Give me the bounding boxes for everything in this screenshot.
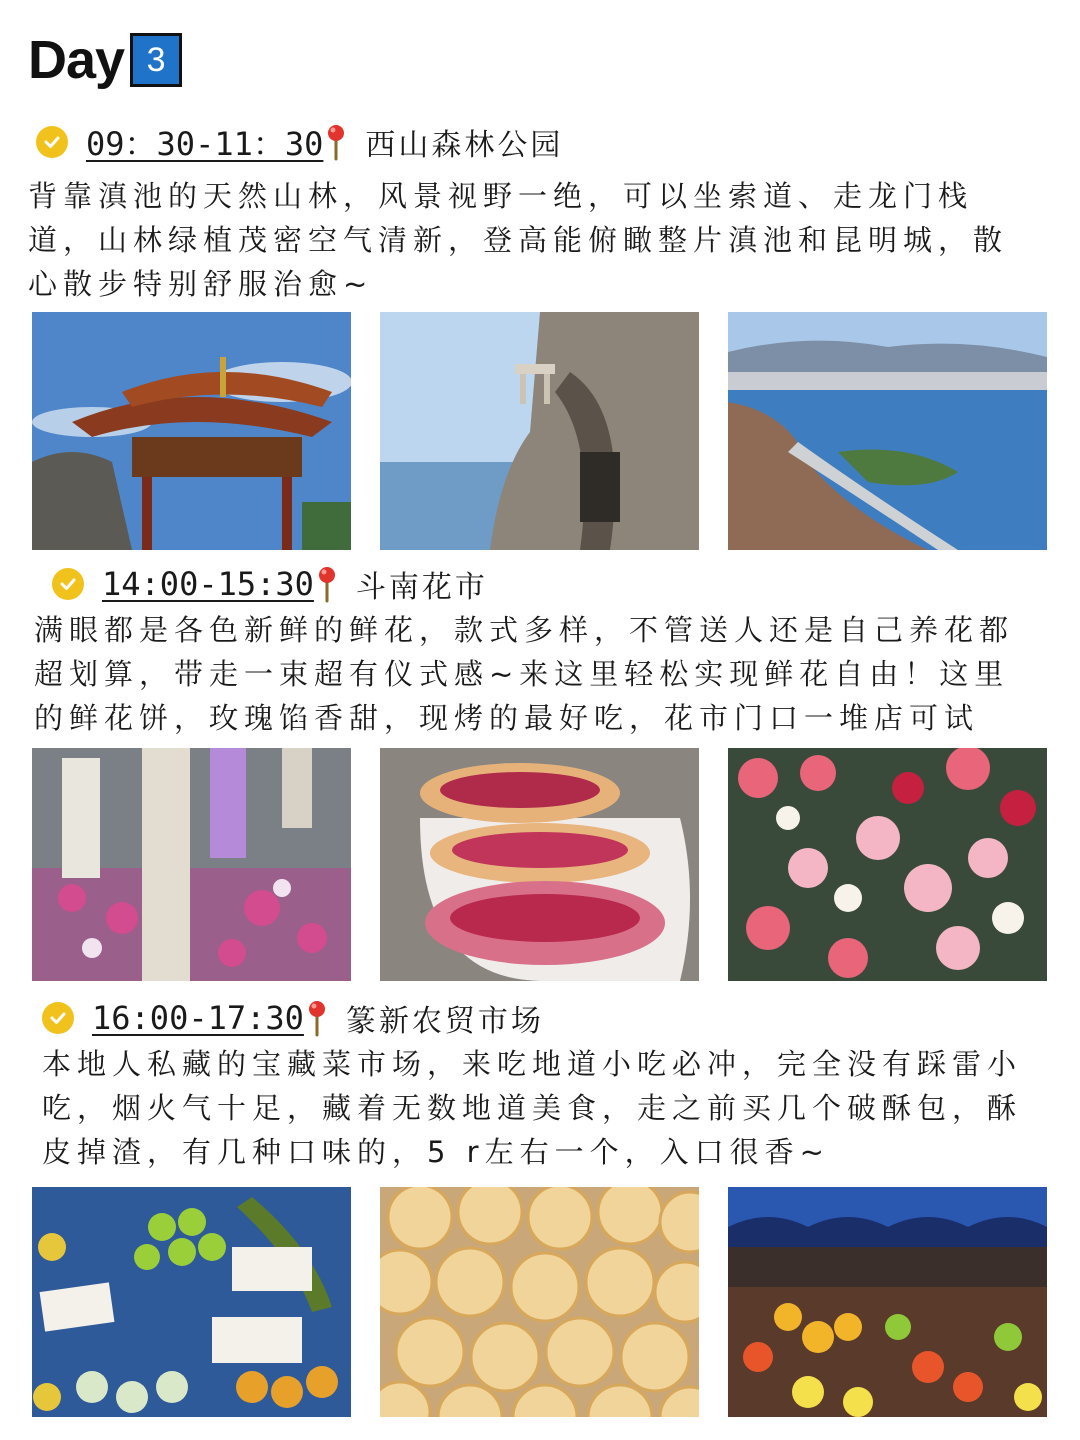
section-time: 14:00-15:30 — [102, 565, 314, 603]
check-icon — [36, 126, 68, 158]
section-1-time-row — [36, 120, 563, 164]
flower-market-photo — [32, 748, 351, 981]
section-place: 西山森林公园 — [365, 128, 564, 163]
cliff-gate-photo — [380, 312, 699, 550]
map-pin-icon — [306, 999, 328, 1037]
section-time: 09：30-11：30 — [86, 125, 324, 163]
day-number-badge: 3 — [130, 33, 182, 87]
dianchi-lake-photo — [728, 312, 1047, 550]
map-pin-icon — [325, 123, 347, 161]
map-pin-icon — [316, 565, 338, 603]
pavilion-photo — [32, 312, 351, 550]
check-icon — [52, 568, 84, 600]
day-label: Day — [28, 30, 125, 90]
flower-bouquets-photo — [728, 748, 1047, 981]
fruit-stall-photo — [32, 1187, 351, 1417]
market-hall-photo — [728, 1187, 1047, 1417]
section-description: 背靠滇池的天然山林，风景视野一绝，可以坐索道、走龙门栈道，山林绿植茂密空气清新，登高能俯瞰整片滇池和昆明城，散心散步特别舒服治愈~ — [28, 179, 1009, 301]
flower-cake-photo — [380, 748, 699, 981]
section-3-photos — [32, 1187, 1047, 1417]
check-icon — [42, 1002, 74, 1034]
section-2-time-row — [52, 562, 488, 606]
section-place: 斗南花市 — [355, 570, 488, 605]
section-description: 满眼都是各色新鲜的鲜花，款式多样，不管送人还是自己养花都超划算，带走一束超有仪式感~来这里轻松实现鲜花自由！这里的鲜花饼，玫瑰馅香甜，现烤的最好吃，花市门口一堆店可试 — [34, 613, 1015, 735]
section-place: 篆新农贸市场 — [345, 1004, 544, 1039]
day-header — [28, 30, 182, 90]
section-3-time-row — [42, 996, 544, 1040]
section-2-photos — [32, 748, 1047, 981]
section-description: 本地人私藏的宝藏菜市场，来吃地道小吃必冲，完全没有踩雷小吃，烟火气十足，藏着无数地道美食，走之前买几个破酥包，酥皮掉渣，有几种口味的，5 r左右一个，入口很香~ — [42, 1047, 1023, 1169]
section-time: 16:00-17:30 — [92, 999, 304, 1037]
pastry-buns-photo — [380, 1187, 699, 1417]
section-1-photos — [32, 312, 1047, 550]
